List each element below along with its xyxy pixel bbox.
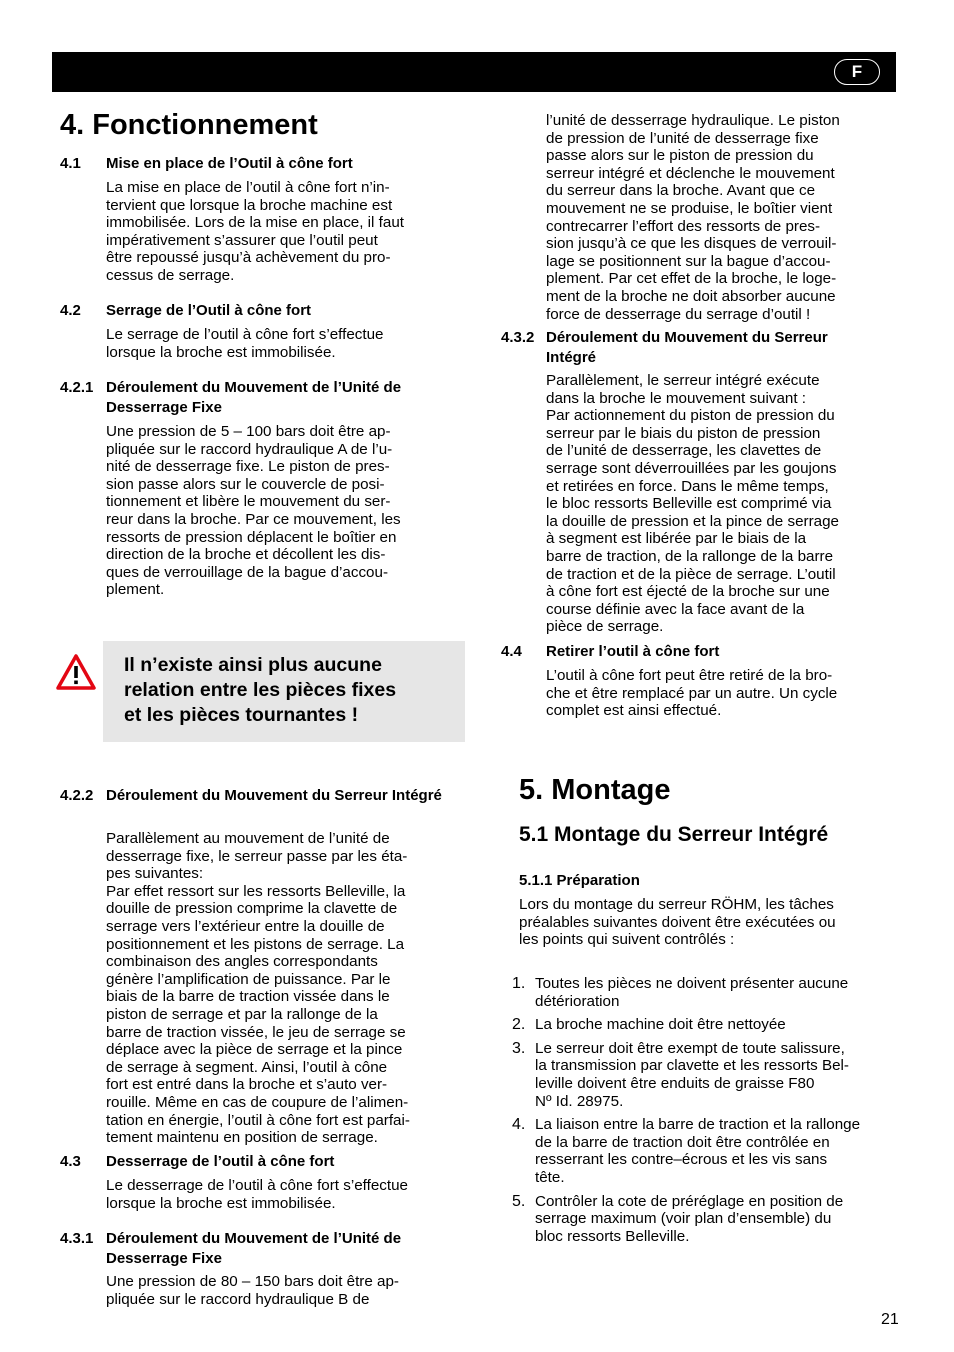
section-4-2-1-heading [60,378,445,417]
list-item-text: La liaison entre la barre de traction et la rallonge de la barre de traction doit être contrôlée en resserrant les contre–écrous et les vis sans tête. [535,1116,861,1186]
section-4-3-2-heading [501,328,841,367]
continued-text: l’unité de desserrage hydraulique. Le piston de pression de l’unité de desserrage fixe passe alors sur le piston de pression du serreur intégré et déclenche le mouvement du serreur dans la broche. Avant que ce mouvement ne se produise, le boîtier vient contrecarrer l’effort des ressorts de pres- sion jusqu’à ce que les disques de verrouil- lage se positionnent sur la bague d’accou- plement. Par cet effet de la broche, le loge- ment de la broche ne doit absorber aucune force de desserrage du serrage d’outil ! [546,112,840,323]
list-item-text: Contrôler la cote de préréglage en position de serrage maximum (voir plan d’ensemble) du bloc ressorts Belleville. [535,1192,844,1245]
section-number: 4.3.1 [60,1230,94,1247]
page-number: 21 [881,1311,899,1328]
chapter-5-title: 5. Montage [519,774,671,806]
section-4-2-2-heading [60,786,445,806]
list-item [512,1040,897,1110]
section-4-1-text: La mise en place de l’outil à cône fort n’in- tervient que lorsque la broche machine est immobilisée. Lors de la mise en place, il faut impérativement s’assurer que l’outil peut être repoussé jusqu’à achèvement du pro- cessus de serrage. [106,179,404,284]
list-item-text: La broche machine doit être nettoyée [535,1016,786,1034]
list-item [512,1016,897,1034]
list-item [512,975,897,1010]
section-4-2-text: Le serrage de l’outil à cône fort s’effectue lorsque la broche est immobilisée. [106,326,384,361]
list-item-number: 1. [512,975,526,992]
list-item-number: 4. [512,1116,526,1134]
section-5-1-title: 5.1 Montage du Serreur Intégré [519,823,829,846]
list-item [512,1193,897,1246]
header-bar [52,52,896,92]
section-5-1-1-text: Lors du montage du serreur RÖHM, les tâches préalables suivantes doivent être exécutées ou les points qui suivent contrôlés : [519,896,836,949]
warning-triangle-icon [56,654,96,690]
language-badge: F [834,59,880,85]
section-title: Retirer l’outil à cône fort [546,643,720,660]
section-number: 4.2.1 [60,379,94,396]
section-number: 4.1 [60,155,81,172]
list-item-number: 2. [512,1016,526,1034]
section-4-3-text: Le desserrage de l’outil à cône fort s’effectue lorsque la broche est immobilisée. [106,1177,408,1212]
section-title: Desserrage de l’outil à cône fort [106,1153,335,1170]
section-4-3-1-heading [60,1229,445,1268]
chapter-4-title: 4. Fonctionnement [60,109,318,141]
section-4-2-2-text: Parallèlement au mouvement de l’unité de desserrage fixe, le serreur passe par les éta- pes suivantes: Par effet ressort sur les ressorts Belleville, la douille de pression comprime la clavette de serrage vers l’extérieur entre la douille de positionnement et les pistons de serrage. La combinaison des angles correspondants génère l’amplification de puissance. Par le biais de la barre de traction vissée dans le piston de serrage et par la rallonge de la barre de traction vissée, le jeu de serrage se déplace avec la pièce de serrage et la pince de serrage à segment. Ainsi, l’outil à cône fort est entré dans la broche et s’auto ver- rouille. Même en cas de coupure de l’alimen- tation en énergie, l’outil à cône fort est parfai- tement maintenu en position de serrage. [106,830,410,1147]
list-item-text: Toutes les pièces ne doivent présenter aucune détérioration [535,975,849,1010]
section-4-3-1-text: Une pression de 80 – 150 bars doit être ap- pliquée sur le raccord hydraulique B de [106,1273,399,1308]
section-number: 4.3.2 [501,329,535,346]
section-title: Déroulement du Mouvement de l’Unité de Desserrage Fixe [106,1230,402,1267]
section-number: 4.2.2 [60,787,94,804]
list-item-number: 5. [512,1192,526,1210]
list-item [512,1116,897,1186]
section-4-1-heading [60,154,450,174]
section-title: Serrage de l’Outil à cône fort [106,302,312,319]
warning-text: Il n’existe ainsi plus aucune relation entre les pièces fixes et les pièces tournantes ! [124,654,397,726]
section-4-4-heading [501,642,891,662]
section-title: Déroulement du Mouvement du Serreur Intégré [546,329,828,366]
section-4-3-2-text: Parallèlement, le serreur intégré exécute dans la broche le mouvement suivant : Par actionnement du piston de pression du serreur par le biais du piston de pression de l’unité de desserrage, les clavettes de serrage sont déverrouillées par les goujons et retirées en force. Dans le même temps, le bloc ressorts Belleville est comprimé via la douille de pression et la pince de serrage à segment est libérée par le biais de la barre de traction, de la rallonge de la barre de traction et de la pièce de serrage. L’outil à cône fort est éjecté de la broche sur une course définie avec la face avant de la pièce de serrage. [546,372,839,636]
section-4-2-1-text: Une pression de 5 – 100 bars doit être ap- pliquée sur le raccord hydraulique A de l’u- nité de desserrage fixe. Le piston de pres- sion passe alors sur le couvercle de posi- tionnement et libère le mouvement du ser- reur dans la broche. Par ce mouvement, les ressorts de pression déplacent le boîtier en direction de la broche et décollent les dis- ques de verrouillage de la bague d’accou- plement. [106,423,401,599]
section-number: 4.2 [60,302,81,319]
section-4-3-heading [60,1152,450,1172]
warning-box [103,641,465,742]
section-5-1-1-heading: 5.1.1 Préparation [519,872,640,889]
section-number: 4.3 [60,1153,81,1170]
section-title: Déroulement du Mouvement de l’Unité de Desserrage Fixe [106,379,402,416]
list-item-text: Le serreur doit être exempt de toute salissure, la transmission par clavette et les ressorts Bel- leville doivent être enduits de graisse F80 Nº Id. 28975. [535,1039,849,1110]
list-item-number: 3. [512,1039,526,1057]
preparation-steps-list [512,975,897,1251]
section-number: 4.4 [501,643,522,660]
section-4-2-heading [60,301,450,321]
section-title: Mise en place de l’Outil à cône fort [106,155,353,172]
section-title: Déroulement du Mouvement du Serreur Intégré [106,787,442,804]
section-4-4-text: L’outil à cône fort peut être retiré de la bro- che et être remplacé par un autre. Un cycle complet est ainsi effectué. [546,667,838,720]
